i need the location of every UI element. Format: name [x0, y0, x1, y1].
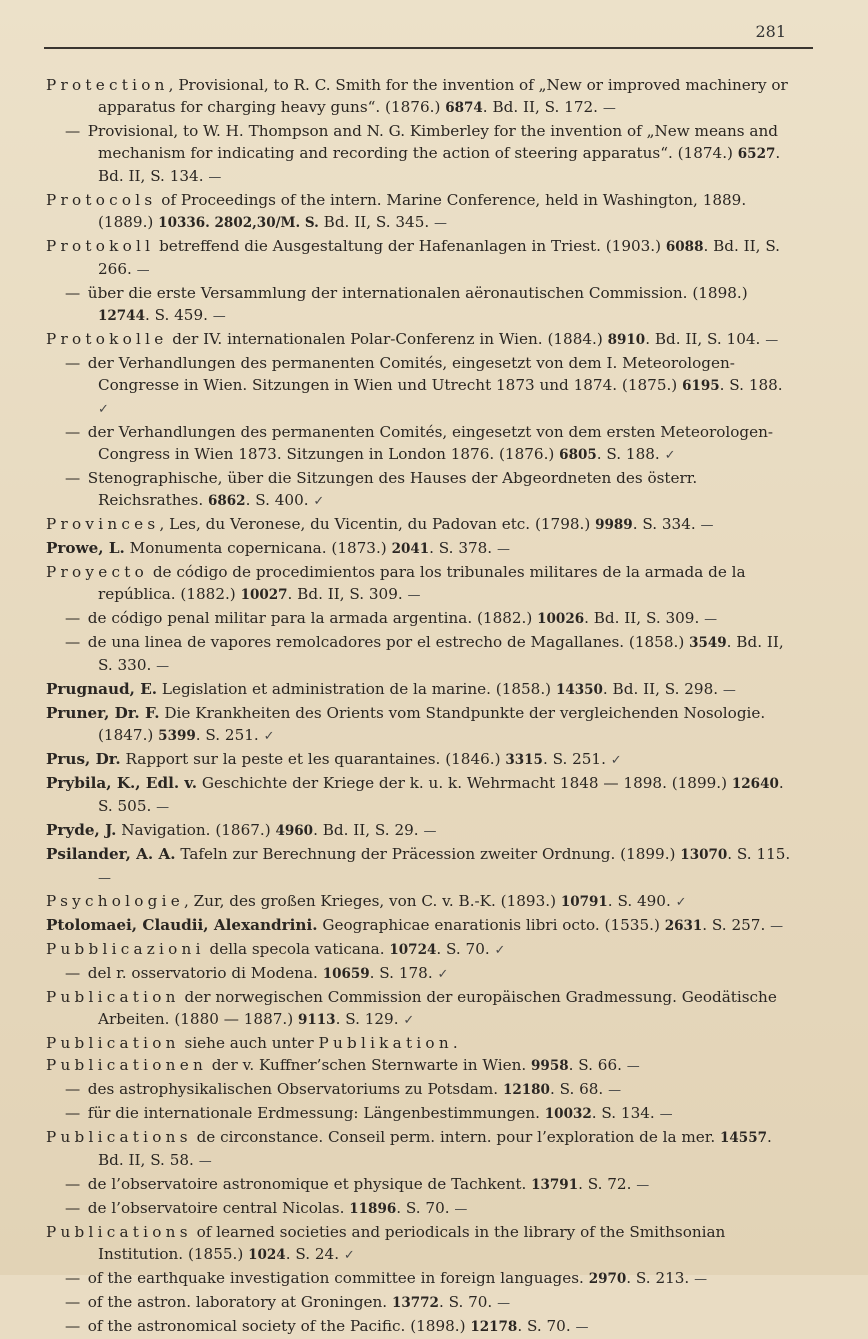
index-entry	[46, 1032, 798, 1054]
entry-text: de l’observatoire astronomique et physique de Tachkent.	[87, 1175, 532, 1193]
index-subentry	[46, 1078, 798, 1102]
entry-text: de código de procedimientos para los tribunales militares de la armada de la república. (1882.)	[98, 563, 746, 603]
entry-headword: Psilander, A. A.	[46, 845, 176, 863]
entry-catalog-number: 13791	[531, 1177, 579, 1193]
index-entry	[46, 328, 798, 352]
entry-headword: Publicationen	[46, 1056, 207, 1074]
entry-catalog-number: 5399	[158, 728, 196, 744]
entry-reference: . Bd. II, S. 58.	[98, 1128, 772, 1169]
entry-catalog-number: 11896	[349, 1201, 397, 1217]
entry-text: of the astronomical society of the Pacific. (1898.)	[87, 1317, 471, 1335]
entry-reference: . S. 251.	[195, 726, 259, 744]
entry-text: Legislation et administration de la marine. (1858.)	[157, 680, 556, 698]
entry-reference: . Bd. II, S. 309.	[584, 609, 700, 627]
entry-headword: Publications	[46, 1223, 192, 1241]
dash-mark: —	[608, 1083, 622, 1098]
index-subentry	[46, 1267, 798, 1291]
check-mark-icon: ✓	[675, 895, 687, 910]
entry-catalog-number: 8910	[607, 332, 646, 348]
entry-reference: . S. 24.	[285, 1245, 340, 1263]
index-entry	[46, 189, 798, 235]
entry-catalog-number: 9958	[531, 1058, 569, 1074]
index-subentry	[46, 1102, 798, 1126]
dash-mark: —	[198, 1154, 212, 1169]
entry-catalog-number: 6088	[665, 239, 704, 255]
entry-text: betreffend die Ausgestaltung der Hafenanlagen in Triest. (1903.)	[154, 237, 666, 255]
entry-headword: Ptolomaei, Claudii, Alexandrini.	[46, 916, 318, 934]
dash-mark: —	[156, 800, 170, 815]
entry-headword: Prybila, K., Edl. v.	[46, 774, 198, 792]
entry-headword: Prugnaud, E.	[46, 680, 158, 698]
check-mark-icon: ✓	[403, 1013, 415, 1028]
entry-catalog-number: 10336. 2802,30/M. S.	[158, 215, 319, 231]
entry-reference: . S. 400.	[245, 491, 309, 509]
entry-dash: —	[65, 1317, 81, 1335]
entry-text: Geographicae enarationis libri octo. (1535.)	[317, 916, 665, 934]
entry-text: über die erste Versammlung der internationalen aëronautischen Commission. (1898.)	[87, 284, 748, 302]
index-subentry	[46, 962, 798, 986]
dash-mark: —	[407, 588, 421, 603]
dash-mark: —	[434, 216, 448, 231]
entry-catalog-number: 12744	[98, 308, 145, 324]
dash-mark: —	[694, 1272, 708, 1287]
index-entry	[46, 1126, 798, 1173]
entry-reference: . S. 72.	[578, 1175, 632, 1193]
entry-reference: . S. 188.	[719, 376, 783, 394]
entry-catalog-number: 4960	[275, 823, 314, 839]
entry-text: der IV. internationalen Polar-Conferenz in Wien. (1884.)	[167, 330, 608, 348]
entry-reference: . S. 70.	[436, 940, 490, 958]
dash-mark: —	[626, 1059, 640, 1074]
entry-headword: Protokolle	[46, 330, 168, 348]
entry-catalog-number: 9989	[595, 517, 633, 533]
entry-headword: Pruner, Dr. F.	[46, 704, 160, 722]
entry-dash: —	[65, 469, 81, 487]
entry-dash: —	[65, 1293, 81, 1311]
entry-catalog-number: 12180	[502, 1082, 550, 1098]
entry-dash: —	[65, 633, 81, 651]
entry-headword: Psychologie	[46, 892, 184, 910]
entry-text: of learned societies and periodicals in the library of the Smithsonian Institution. (1855.)	[98, 1223, 726, 1263]
entry-catalog-number: 10032	[544, 1106, 592, 1122]
entry-text: de l’observatoire central Nicolas.	[87, 1199, 350, 1217]
check-mark-icon: ✓	[494, 943, 506, 958]
entry-catalog-number: 10027	[240, 587, 288, 603]
dash-mark: —	[636, 1178, 650, 1193]
dash-mark: —	[497, 1296, 511, 1311]
entry-text: der norwegischen Commission der europäischen Gradmessung. Geodätische Arbeiten. (1880 — 1887.)	[98, 988, 777, 1028]
entry-text: Navigation. (1867.)	[116, 821, 276, 839]
index-subentry	[46, 467, 798, 513]
entry-text: der v. Kuffner’schen Sternwarte in Wien.	[206, 1056, 532, 1074]
index-entry	[46, 513, 798, 537]
entry-reference: . S. 188.	[596, 445, 660, 463]
entry-dash: —	[65, 423, 81, 441]
entry-text: Die Krankheiten des Orients vom Standpunkte der vergleichenden Nosologie. (1847.)	[98, 704, 766, 744]
index-entry	[46, 748, 798, 772]
entry-text: Tafeln zur Berechnung der Präcession zweiter Ordnung. (1899.)	[175, 845, 681, 863]
entry-reference: . S. 66.	[568, 1056, 622, 1074]
entry-reference: . S. 378.	[429, 539, 493, 557]
index-subentry	[46, 282, 798, 328]
entry-text: de código penal militar para la armada argentina. (1882.)	[87, 609, 538, 627]
check-mark-icon: ✓	[437, 967, 449, 982]
entry-text: Stenographische, über die Sitzungen des Hauses der Abgeordneten des österr. Reichsrathes.	[87, 469, 698, 509]
entry-catalog-number: 3315	[505, 752, 543, 768]
dash-mark: —	[700, 518, 714, 533]
entry-catalog-number: 12640	[731, 776, 779, 792]
entry-headword: Protocols	[46, 191, 157, 209]
entry-catalog-number: 10026	[537, 611, 585, 627]
dash-mark: —	[765, 333, 779, 348]
entry-catalog-number: 6862	[208, 493, 246, 509]
entry-catalog-number: 13070	[680, 847, 728, 863]
dash-mark: —	[659, 1107, 673, 1122]
entry-headword: Prus, Dr.	[46, 750, 121, 768]
check-mark-icon: ✓	[343, 1248, 355, 1263]
entry-catalog-number: 2631	[664, 918, 703, 934]
dash-mark: —	[98, 871, 111, 886]
entry-reference: . Bd. II, S. 330.	[98, 633, 784, 674]
index-entry	[46, 74, 798, 120]
entry-text: , Provisional, to R. C. Smith for the invention of „New or improved machinery or apparatus for charging heavy guns“. (1876.)	[98, 76, 788, 116]
index-subentry	[46, 631, 798, 678]
entry-headword: Provinces	[46, 515, 160, 533]
entry-reference: . S. 490.	[607, 892, 671, 910]
entry-catalog-number: 6527	[737, 146, 776, 162]
entry-catalog-number: 13772	[391, 1295, 439, 1311]
check-mark-icon: ✓	[313, 494, 325, 509]
entry-dash: —	[65, 964, 81, 982]
entry-reference: . Bd. II, S. 29.	[313, 821, 419, 839]
entry-catalog-number: 3549	[689, 635, 727, 651]
dash-mark: —	[704, 612, 718, 627]
entry-reference: . S. 70.	[517, 1317, 571, 1335]
entry-text: Geschichte der Kriege der k. u. k. Wehrmacht 1848 — 1898. (1899.)	[197, 774, 732, 792]
entry-text: Rapport sur la peste et les quarantaines. (1846.)	[120, 750, 506, 768]
entry-reference: . S. 251.	[542, 750, 606, 768]
entry-dash: —	[65, 609, 81, 627]
entry-text: der Verhandlungen des permanenten Comités, eingesetzt von dem I. Meteorologen-Congresse in Wien. Sitzungen in Wien und Utrecht 1873 und 1874. (1875.)	[87, 354, 735, 394]
entry-catalog-number: 10791	[560, 894, 608, 910]
entry-dash: —	[65, 1080, 81, 1098]
entry-headword: Protection	[46, 76, 169, 94]
index-subentry	[46, 1173, 798, 1197]
entry-dash: —	[65, 1269, 81, 1287]
entry-reference: . S. 178.	[369, 964, 433, 982]
check-mark-icon: ✓	[98, 402, 109, 417]
entry-reference: . Bd. II, S. 298.	[602, 680, 719, 698]
index-entry	[46, 890, 798, 914]
entry-catalog-number: 9113	[297, 1012, 336, 1028]
check-mark-icon: ✓	[610, 753, 622, 768]
entry-reference: . S. 129.	[335, 1010, 399, 1028]
index-entry	[46, 819, 798, 843]
entry-text: della specola vaticana.	[204, 940, 390, 958]
entry-catalog-number: 2970	[588, 1271, 627, 1287]
entry-text: des astrophysikalischen Observatoriums zu Potsdam.	[87, 1080, 503, 1098]
entry-reference: . S. 505.	[98, 774, 784, 815]
entry-catalog-number: 2041	[391, 541, 430, 557]
entry-headword: Prowe, L.	[46, 539, 125, 557]
entry-reference: . Bd. II, S. 266.	[98, 237, 781, 278]
entry-text: of Proceedings of the intern. Marine Conference, held in Washington, 1889. (1889.)	[98, 191, 747, 231]
index-entries	[46, 74, 798, 1339]
index-entry	[46, 1054, 798, 1078]
entry-catalog-number: 6874	[445, 100, 483, 116]
entry-text: de una linea de vapores remolcadores por el estrecho de Magallanes. (1858.)	[87, 633, 690, 651]
entry-reference: . S. 70.	[396, 1199, 450, 1217]
dash-mark: —	[136, 263, 150, 278]
entry-dash: —	[65, 122, 81, 140]
index-entry	[46, 235, 798, 282]
entry-catalog-number: 10659	[322, 966, 370, 982]
dash-mark: —	[208, 170, 222, 185]
index-entry	[46, 561, 798, 607]
entry-reference: . S. 134.	[591, 1104, 655, 1122]
dash-mark: —	[156, 659, 170, 674]
index-entry	[46, 537, 798, 561]
index-entry	[46, 702, 798, 748]
entry-headword: Proyecto	[46, 563, 148, 581]
index-entry	[46, 938, 798, 962]
dash-mark: —	[454, 1202, 468, 1217]
entry-text: of the earthquake investigation committee in foreign languages.	[87, 1269, 589, 1287]
index-subentry	[46, 1197, 798, 1221]
entry-dash: —	[65, 1199, 81, 1217]
dash-mark: —	[423, 824, 437, 839]
entry-reference: Bd. II, S. 345.	[318, 213, 430, 231]
index-subentry	[46, 421, 798, 467]
header-rule	[44, 47, 813, 49]
dash-mark: —	[212, 309, 226, 324]
entry-reference: . S. 70.	[438, 1293, 493, 1311]
index-entry	[46, 678, 798, 702]
entry-catalog-number: 12178	[470, 1319, 518, 1335]
page-number: 281	[755, 22, 786, 41]
entry-reference: . Bd. II, S. 172.	[482, 98, 598, 116]
entry-text: Monumenta copernicana. (1873.)	[124, 539, 392, 557]
entry-reference: . Bd. II, S. 309.	[287, 585, 403, 603]
entry-dash: —	[65, 1104, 81, 1122]
check-mark-icon: ✓	[263, 729, 275, 744]
entry-text: de circonstance. Conseil perm. intern. pour l’exploration de la mer.	[191, 1128, 721, 1146]
entry-reference: . S. 115.	[727, 845, 791, 863]
entry-headword: Pubblicazioni	[46, 940, 205, 958]
index-entry	[46, 772, 798, 819]
entry-catalog-number: 6195	[682, 378, 720, 394]
entry-dash: —	[65, 284, 81, 302]
index-entry	[46, 914, 798, 938]
entry-catalog-number: 14557	[720, 1130, 767, 1146]
index-entry	[46, 986, 798, 1032]
index-subentry	[46, 352, 798, 421]
dash-mark: —	[575, 1320, 589, 1335]
entry-catalog-number: 10724	[389, 942, 437, 958]
dash-mark: —	[770, 919, 784, 934]
check-mark-icon: ✓	[664, 448, 676, 463]
entry-dash: —	[65, 354, 81, 372]
entry-catalog-number: 1024	[248, 1247, 286, 1263]
entry-reference: . S. 213.	[626, 1269, 690, 1287]
entry-headword: Protokoll	[46, 237, 155, 255]
dash-mark: —	[496, 542, 510, 557]
entry-dash: —	[65, 1175, 81, 1193]
entry-text: siehe auch unter	[179, 1034, 319, 1052]
dash-mark: —	[722, 683, 736, 698]
entry-text: , Zur, des großen Krieges, von C. v. B.-K. (1893.)	[184, 892, 561, 910]
entry-headword: Pryde, J.	[46, 821, 117, 839]
entry-reference: . Bd. II, S. 104.	[645, 330, 761, 348]
entry-text: , Les, du Veronese, du Vicentin, du Padovan etc. (1798.)	[159, 515, 596, 533]
index-entry	[46, 843, 798, 890]
dash-mark: —	[602, 101, 616, 116]
entry-headword: Publication	[46, 1034, 180, 1052]
index-entry	[46, 1221, 798, 1267]
index-subentry	[46, 1291, 798, 1315]
entry-text: of the astron. laboratory at Groningen.	[87, 1293, 392, 1311]
index-subentry	[46, 607, 798, 631]
entry-catalog-number: 14350	[555, 682, 603, 698]
entry-reference: . S. 68.	[549, 1080, 604, 1098]
entry-reference: Publikation.	[318, 1034, 462, 1052]
index-subentry	[46, 1315, 798, 1339]
entry-reference: . S. 334.	[632, 515, 696, 533]
entry-text: für die internationale Erdmessung: Längenbestimmungen.	[87, 1104, 545, 1122]
entry-reference: . S. 459.	[144, 306, 208, 324]
entry-headword: Publications	[46, 1128, 192, 1146]
index-subentry	[46, 120, 798, 189]
entry-text: Provisional, to W. H. Thompson and N. G. Kimberley for the invention of „New means and mechanism for indicating and recording the action of steering apparatus“. (1874.)	[87, 122, 778, 162]
entry-text: del r. osservatorio di Modena.	[87, 964, 323, 982]
entry-text: der Verhandlungen des permanenten Comités, eingesetzt von dem ersten Meteorologen-Congress in Wien 1873. Sitzungen in London 1876. (1876.)	[87, 423, 774, 463]
entry-headword: Publication	[46, 988, 180, 1006]
entry-reference: . S. 257.	[702, 916, 766, 934]
entry-reference: . Bd. II, S. 134.	[98, 144, 781, 185]
entry-catalog-number: 6805	[559, 447, 597, 463]
